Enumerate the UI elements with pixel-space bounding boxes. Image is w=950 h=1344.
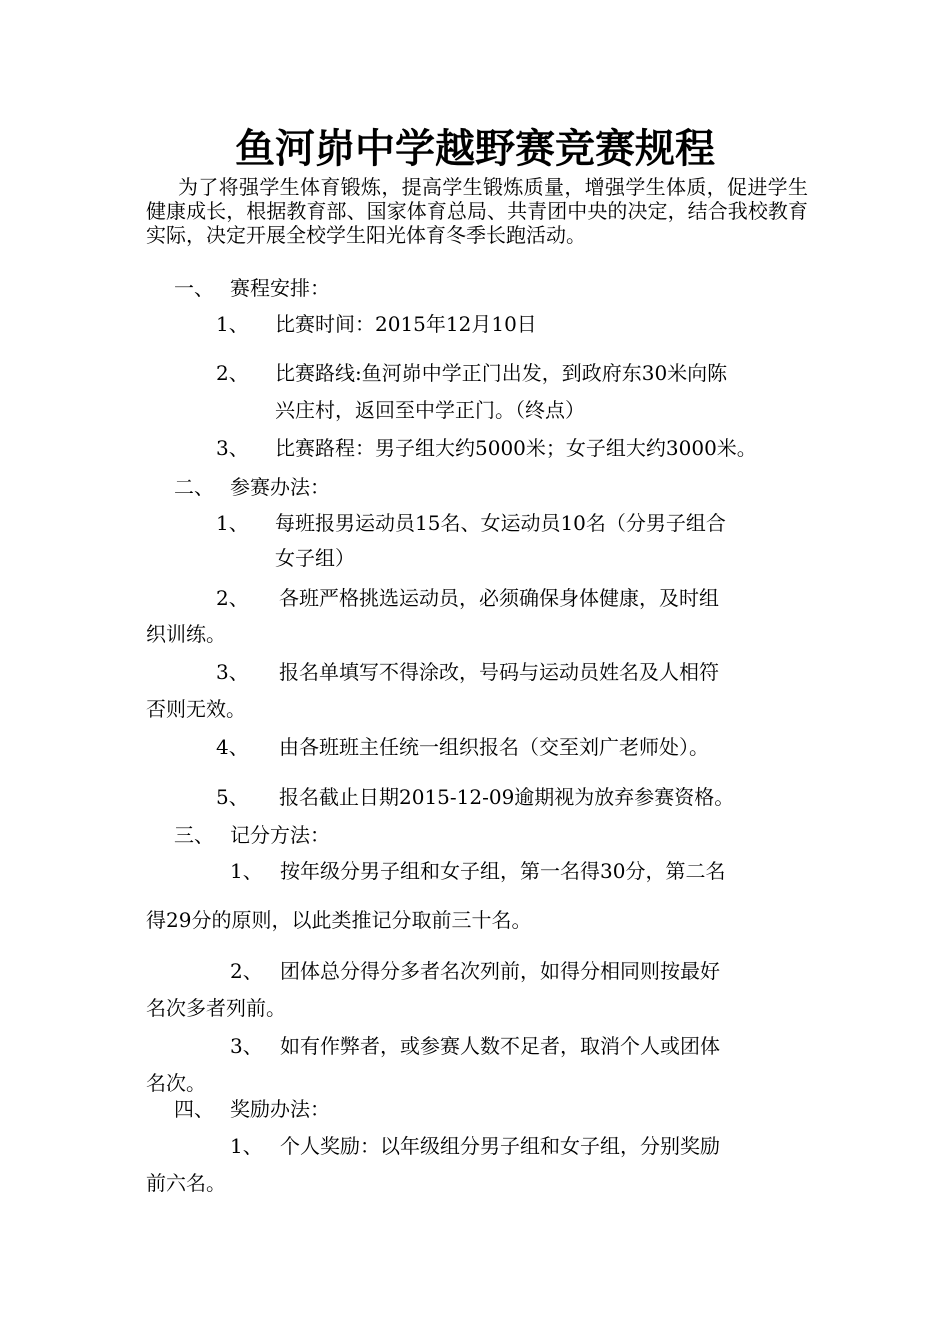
s2-item-4-text: 由各班班主任统一组织报名（交至刘广老师处）。	[279, 735, 709, 759]
section-3-heading: 记分方法：	[230, 823, 330, 847]
s4-item-1-text: 个人奖励：以年级组分男子组和女子组，分别奖励	[280, 1134, 720, 1158]
section-3-number: 三、	[174, 823, 214, 847]
s1-item-3-text: 比赛路程：男子组大约5000米；女子组大约3000米。	[275, 436, 757, 460]
page-title: 鱼河峁中学越野赛竞赛规程	[235, 126, 715, 172]
s4-item-1-number: 1、	[230, 1134, 263, 1158]
s3-item-1-text-cont: 得29分的原则，以此类推记分取前三十名。	[146, 908, 532, 932]
s2-item-3-text-cont: 否则无效。	[146, 697, 246, 721]
intro-text: 为了将强学生体育锻炼，提高学生锻炼质量，增强学生体质，促进学生健康成长，根据教育部、国家体育总局、共青团中央的决定，结合我校教育实际，决定开展全校学生阳光体育冬季长跑活动。	[146, 175, 808, 247]
section-4-number: 四、	[174, 1097, 214, 1121]
s2-item-2-text: 各班严格挑选运动员，必须确保身体健康，及时组	[279, 586, 719, 610]
s1-item-2-number: 2、	[216, 361, 249, 385]
s3-item-1-text: 按年级分男子组和女子组，第一名得30分，第二名	[280, 859, 726, 883]
s2-item-5-text: 报名截止日期2015-12-09逾期视为放弃参赛资格。	[279, 785, 735, 809]
s2-item-1-number: 1、	[216, 511, 249, 535]
intro-paragraph	[146, 175, 808, 247]
s2-item-1-text-cont: 女子组）	[275, 546, 355, 570]
s1-item-3-number: 3、	[216, 436, 249, 460]
s3-item-3-text-cont: 名次。	[146, 1071, 206, 1095]
s2-item-2-number: 2、	[216, 586, 249, 610]
s2-item-5-number: 5、	[216, 785, 249, 809]
section-2-heading: 参赛办法：	[230, 475, 330, 499]
s4-item-1-text-cont: 前六名。	[146, 1171, 226, 1195]
s2-item-2-text-cont: 织训练。	[146, 622, 226, 646]
s2-item-3-text: 报名单填写不得涂改，号码与运动员姓名及人相符	[279, 660, 719, 684]
s2-item-4-number: 4、	[216, 735, 249, 759]
s3-item-3-text: 如有作弊者，或参赛人数不足者，取消个人或团体	[280, 1034, 720, 1058]
section-2-number: 二、	[174, 475, 214, 499]
s1-item-1-text: 比赛时间：2015年12月10日	[275, 312, 537, 336]
s3-item-2-text-cont: 名次多者列前。	[146, 996, 286, 1020]
s3-item-2-text: 团体总分得分多者名次列前，如得分相同则按最好	[280, 959, 720, 983]
s2-item-1-text: 每班报男运动员15名、女运动员10名（分男子组合	[275, 511, 726, 535]
section-4-heading: 奖励办法：	[230, 1097, 330, 1121]
s3-item-1-number: 1、	[230, 859, 263, 883]
s3-item-3-number: 3、	[230, 1034, 263, 1058]
section-1-number: 一、	[174, 276, 214, 300]
s1-item-2-text-cont: 兴庄村，返回至中学正门。（终点）	[275, 398, 585, 422]
s2-item-3-number: 3、	[216, 660, 249, 684]
s3-item-2-number: 2、	[230, 959, 263, 983]
section-1-heading: 赛程安排：	[230, 276, 330, 300]
s1-item-2-text: 比赛路线:鱼河峁中学正门出发，到政府东30米向陈	[275, 361, 728, 385]
s1-item-1-number: 1、	[216, 312, 249, 336]
